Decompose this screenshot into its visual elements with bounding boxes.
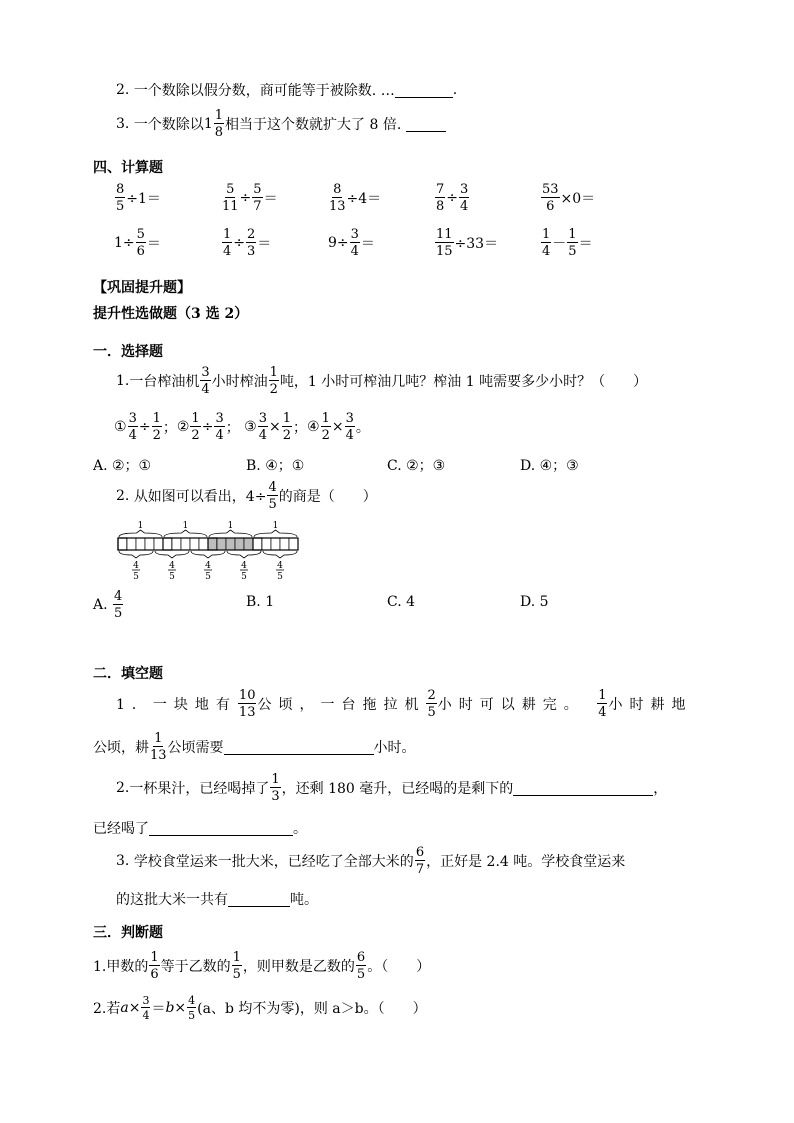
judge-q1: 1.甲数的 $\frac{1}{6}$ 等于乙数的 $\frac{1}{5}$ ，则甲数是乙数的 $\frac{6}{5}$ 。（ ） bbox=[93, 950, 431, 982]
bar-cell bbox=[289, 538, 298, 550]
fill-q3-line1: 3. 学校食堂运来一批大米，已经吃了全部大米的 $\frac{6}{7}$ ，正好是 2.4 吨。学校食堂运来 bbox=[116, 845, 626, 877]
fill-q1-line1: 1． 一块地有 $\frac{10}{13}$ 公顷，一台拖拉机 $\frac{2}{5}$ 小时可以耕完。 $\frac{1}{4}$ 小时耕地 bbox=[116, 688, 693, 720]
bar-cell bbox=[199, 538, 208, 550]
top-brace bbox=[254, 530, 297, 537]
bar-cell bbox=[235, 538, 244, 550]
fill-q2-line1: 2. 一杯果汁，已经喝掉了 $\frac{1}{3}$ ，还剩 180 毫升，已经喝的是剩下的 ， bbox=[116, 772, 668, 804]
answer-blank[interactable] bbox=[224, 740, 374, 755]
section-bracket-title: 【巩固提升题】 bbox=[93, 280, 191, 296]
calc-item: $\frac{5}{11}$ ÷ $\frac{5}{7}$ ＝ bbox=[222, 182, 278, 214]
bar-cell bbox=[253, 538, 262, 550]
question-number: 2. bbox=[116, 82, 130, 98]
bottom-label-numerator: 4 bbox=[169, 561, 175, 571]
fill-q1-line2: 公顷，耕 $\frac{1}{13}$ 公顷需要 小时。 bbox=[93, 731, 416, 763]
answer-blank[interactable] bbox=[228, 892, 290, 907]
calc-item: $\frac{1}{4}$ － $\frac{1}{5}$ ＝ bbox=[542, 227, 593, 259]
question-text: 一个数除以假分数，商可能等于被除数. … bbox=[133, 83, 395, 99]
bottom-label-denominator: 5 bbox=[133, 572, 139, 582]
top-label: 1 bbox=[137, 521, 144, 531]
answer-option-c[interactable]: C. 4 bbox=[387, 594, 416, 610]
bottom-label-numerator: 4 bbox=[277, 561, 283, 571]
calc-item: 9÷ $\frac{3}{4}$ ＝ bbox=[328, 227, 375, 259]
judge-q2: 2.若 a × $\frac{3}{4}$ ＝ b × $\frac{4}{5}$ (a、b 均不为零)，则 a＞b。（ ） bbox=[93, 994, 427, 1022]
choice-q2: 2. 从如图可以看出，4÷ $\frac{4}{5}$ 的商是（ ） bbox=[116, 480, 377, 512]
judge-top-q3: 3. 一个数除以 1 $\frac{1}{8}$ 相当于这个数就扩大了 8 倍. bbox=[116, 102, 446, 146]
choice-q1-options: ① $\frac{3}{4}$ ÷ $\frac{1}{2}$ ； ② $\frac{1}{2}$ ÷ $\frac{3}{4}$ ； ③ $\frac{3}{4}$ × $\frac{1}{2}$ ； ④ $\frac{1}{2}$ × $\frac{3}{4}$ 。 bbox=[114, 411, 370, 443]
question-number: 3. bbox=[116, 116, 130, 132]
bar-cell bbox=[208, 538, 217, 550]
bar-cell bbox=[136, 538, 145, 550]
fraction-bar-diagram bbox=[110, 518, 310, 582]
top-brace bbox=[164, 530, 207, 537]
bottom-brace bbox=[227, 551, 261, 558]
bar-cell bbox=[190, 538, 199, 550]
bar-cell bbox=[145, 538, 154, 550]
fill-q2-line2: 已经喝了 。 bbox=[93, 821, 307, 837]
answer-option-c[interactable]: C. ②；③ bbox=[387, 458, 446, 474]
section-subtitle: 提升性选做题（3 选 2） bbox=[93, 306, 249, 322]
calc-item: $\frac{53}{6}$ ×0＝ bbox=[542, 182, 596, 214]
choice-q2-answers bbox=[93, 583, 124, 627]
calc-item: $\frac{8}{5}$ ÷1＝ bbox=[116, 182, 161, 214]
bottom-brace bbox=[191, 551, 225, 558]
bottom-label-denominator: 5 bbox=[277, 572, 283, 582]
judge-top-q2: 2. 一个数除以假分数，商可能等于被除数. … . bbox=[116, 82, 458, 99]
calc-item: $\frac{7}{8}$ ÷ $\frac{3}{4}$ bbox=[436, 182, 469, 214]
bar-cell bbox=[127, 538, 136, 550]
bottom-label-numerator: 4 bbox=[241, 561, 247, 571]
bar-cell bbox=[154, 538, 163, 550]
fill-q3-line2: 的这批大米一共有 吨。 bbox=[116, 892, 318, 908]
bar-cell bbox=[172, 538, 181, 550]
answer-option-a[interactable]: A. $\frac{4}{5}$ bbox=[93, 589, 123, 621]
bar-cell bbox=[271, 538, 280, 550]
answer-blank[interactable] bbox=[513, 781, 653, 796]
bottom-label-numerator: 4 bbox=[133, 561, 139, 571]
bottom-label-numerator: 4 bbox=[205, 561, 211, 571]
top-brace bbox=[209, 530, 252, 537]
answer-option-b[interactable]: B. 1 bbox=[246, 594, 275, 610]
top-label: 1 bbox=[182, 521, 189, 531]
top-label: 1 bbox=[272, 521, 279, 531]
answer-blank[interactable] bbox=[149, 821, 293, 836]
section-heading-choice: 一．选择题 bbox=[93, 344, 163, 360]
calc-item: $\frac{8}{13}$ ÷4＝ bbox=[329, 182, 382, 214]
top-label: 1 bbox=[227, 521, 234, 531]
top-brace bbox=[119, 530, 162, 537]
bottom-label-denominator: 5 bbox=[169, 572, 175, 582]
bottom-brace bbox=[119, 551, 153, 558]
answer-option-b[interactable]: B. ④；① bbox=[246, 458, 305, 474]
section-heading-calc: 四、计算题 bbox=[93, 160, 163, 176]
bottom-label-denominator: 5 bbox=[241, 572, 247, 582]
fraction: $\frac{1}{8}$ bbox=[214, 108, 224, 140]
bottom-label-denominator: 5 bbox=[205, 572, 211, 582]
bar-cell bbox=[262, 538, 271, 550]
bar-cell bbox=[226, 538, 235, 550]
bottom-brace bbox=[155, 551, 189, 558]
section-heading-fill: 二．填空题 bbox=[93, 666, 163, 682]
bottom-brace bbox=[263, 551, 297, 558]
choice-q1: 1. 一台榨油机 $\frac{3}{4}$ 小时榨油 $\frac{1}{2}$ 吨，1 小时可榨油几吨？榨油 1 吨需要多少小时？（ ） bbox=[116, 365, 648, 397]
calc-item: 1÷ $\frac{5}{6}$ ＝ bbox=[114, 227, 161, 259]
bar-cell bbox=[217, 538, 226, 550]
answer-blank[interactable] bbox=[395, 83, 453, 98]
bar-cell bbox=[163, 538, 172, 550]
answer-blank[interactable] bbox=[406, 117, 446, 132]
bar-cell bbox=[118, 538, 127, 550]
bar-cell bbox=[280, 538, 289, 550]
bar-cell bbox=[244, 538, 253, 550]
bar-cell bbox=[181, 538, 190, 550]
section-heading-judge: 三．判断题 bbox=[93, 925, 163, 941]
calc-item: $\frac{1}{4}$ ÷ $\frac{2}{3}$ ＝ bbox=[223, 227, 272, 259]
answer-option-a[interactable]: A. ②；① bbox=[93, 458, 152, 474]
answer-option-d[interactable]: D. ④；③ bbox=[520, 458, 579, 474]
calc-item: $\frac{11}{15}$ ÷33＝ bbox=[436, 227, 499, 259]
answer-option-d[interactable]: D. 5 bbox=[520, 594, 549, 610]
